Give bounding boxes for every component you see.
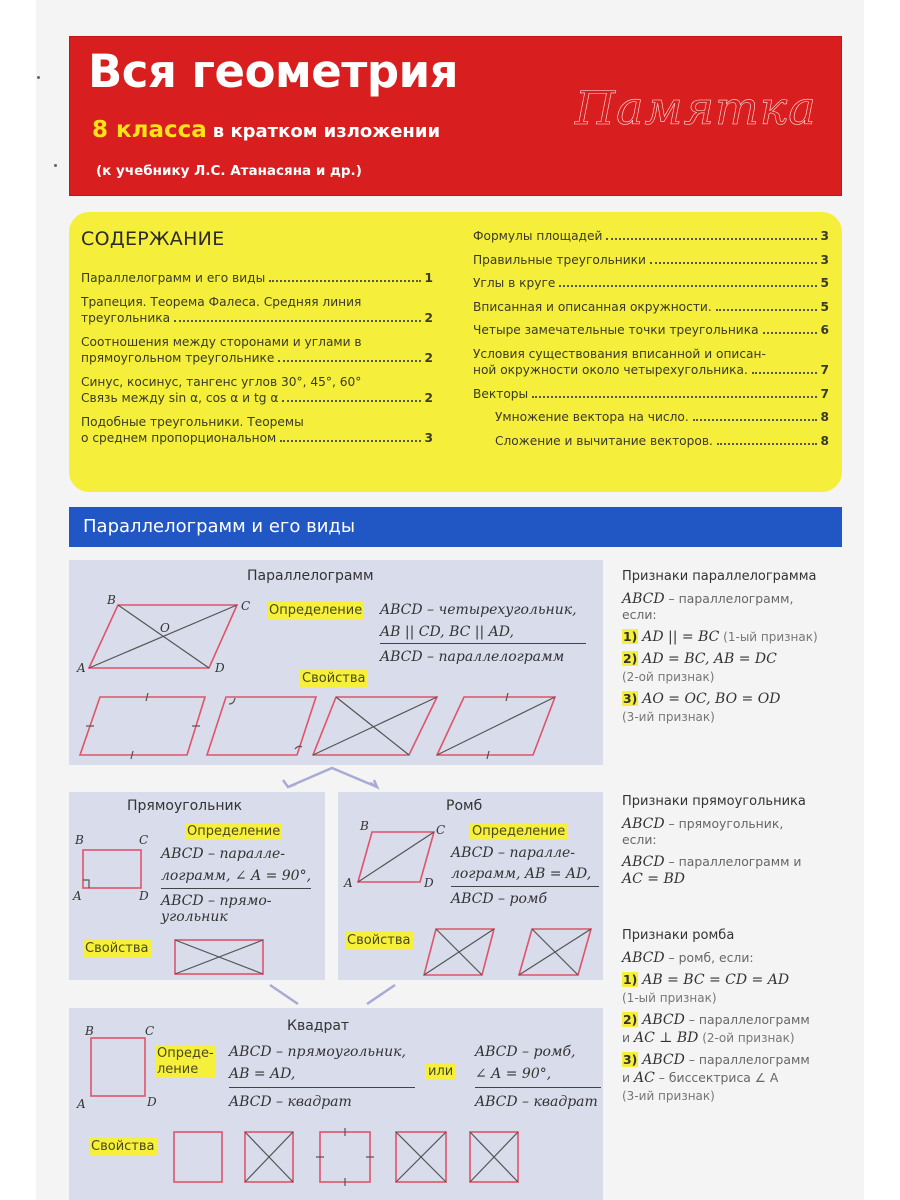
signs-heading: Признаки параллелограмма (622, 569, 817, 584)
sign-note: (2-ой признак) (622, 670, 715, 684)
definition-rule (229, 1087, 415, 1088)
contents-entry-text: ной окружности около четырехугольника. (473, 363, 748, 377)
vertex-label-d: D (215, 661, 225, 675)
svg-text:C: C (145, 1024, 155, 1038)
definition-conclusion: ABCD – прямо- (161, 893, 272, 909)
definition-tag: Определение (187, 824, 281, 839)
page-number: 7 (820, 386, 829, 401)
page-number: 3 (820, 229, 829, 243)
math-text: ABCD (642, 1012, 685, 1028)
sign-note: (3-ий признак) (622, 710, 715, 724)
page-number: 6 (820, 323, 829, 337)
math-text: ABCD (642, 1052, 685, 1068)
page-number: 3 (424, 431, 433, 445)
contents-entry-text: Параллелограмм и его виды (81, 271, 266, 285)
definition-rule (161, 888, 311, 889)
definition-line: ∠ A = 90°, (475, 1066, 552, 1082)
definition-conclusion: ABCD – ромб (451, 891, 548, 907)
svg-text:A: A (77, 1097, 86, 1111)
textbook-reference: (к учебнику Л.С. Атанасяна и др.) (96, 163, 362, 179)
contents-entry-text: Синус, косинус, тангенс углов 30°, 45°, 60° (81, 374, 362, 389)
svg-text:A: A (344, 876, 353, 890)
definition-conclusion: ABCD – квадрат (229, 1094, 352, 1110)
signs-intro: – ромб, если: (664, 950, 754, 965)
main-title: Вся геометрия (88, 45, 459, 98)
sign-text: и (622, 1070, 634, 1085)
definition-rule (451, 886, 599, 887)
contents-entry-text: Условия существования вписанной и описан- (473, 346, 766, 361)
parallelogram-signs (622, 566, 847, 728)
sign-number: 3) (623, 691, 638, 706)
page-number: 5 (820, 299, 829, 314)
svg-text:D: D (139, 889, 149, 903)
definition-line: ABCD – ромб, (475, 1044, 576, 1060)
properties-tag: Свойства (347, 933, 411, 948)
math-text: AC = BD (622, 871, 685, 887)
grade-label: 8 класса (92, 117, 207, 143)
math-text: AC ⊥ BD (634, 1030, 699, 1046)
contents-entry-text: Умножение вектора на число. (495, 410, 689, 424)
definition-line: AB || CD, BC || AD, (380, 624, 514, 640)
definition-line: AB = AD, (229, 1066, 296, 1082)
sign-note: (3-ий признак) (622, 1089, 715, 1103)
sign-text: и (622, 1030, 634, 1045)
math-text: AD = BC, AB = DC (642, 651, 777, 667)
contents-entry-text: Трапеция. Теорема Фалеса. Средняя линия (81, 294, 362, 309)
contents-entry-text: треугольника (81, 311, 171, 325)
signs-intro: если: (622, 832, 657, 847)
signs-intro: – параллелограмм, (664, 591, 794, 606)
property-equal-diagonals (175, 940, 263, 974)
sign-number: 1) (623, 972, 638, 987)
page-number: 8 (820, 433, 829, 448)
page-number: 2 (424, 391, 433, 405)
definition-line: ABCD – паралле- (161, 846, 286, 862)
signs-intro: если: (622, 607, 657, 622)
properties-tag: Свойства (302, 671, 366, 686)
sign-number: 3) (623, 1052, 638, 1067)
section-title: Параллелограмм и его виды (83, 516, 356, 537)
definition-conclusion: ABCD – квадрат (475, 1094, 598, 1110)
sign-number: 2) (623, 651, 638, 666)
memo-badge: Памятка (575, 81, 817, 135)
contents-entry-text: Сложение и вычитание векторов. (495, 433, 713, 448)
signs-heading: Признаки ромба (622, 928, 735, 943)
rectangle-title: Прямоугольник (127, 798, 243, 814)
contents-entry-text: о среднем пропорциональном (81, 431, 277, 445)
page-number: 1 (424, 271, 433, 285)
subtitle-text: в кратком изложении (212, 121, 441, 142)
definition-line: ABCD – паралле- (451, 845, 576, 861)
definition-tag: Определение (269, 603, 363, 618)
svg-text:B: B (85, 1024, 94, 1038)
vertex-label-b: B (107, 593, 116, 607)
definition-line: лограмм, AB = AD, (451, 866, 592, 882)
contents-heading: СОДЕРЖАНИЕ (81, 228, 225, 250)
signs-intro: – прямоугольник, (664, 816, 784, 831)
rhombus-signs (622, 925, 847, 1107)
property-diagonal-bisectors (470, 1132, 518, 1182)
sign-text: – параллелограмм и (664, 854, 802, 869)
page-number: 8 (820, 410, 829, 424)
math-text: AO = OC, BO = OD (642, 691, 781, 707)
sign-number: 1) (623, 629, 638, 644)
page-number: 3 (820, 252, 829, 267)
properties-tag: Свойства (91, 1139, 155, 1154)
contents-entry-text: Векторы (473, 386, 529, 401)
sign-note: (1-ый признак) (622, 991, 717, 1005)
svg-text:C: C (436, 823, 446, 837)
split-arrow (288, 768, 377, 787)
contents-entry-text: Соотношения между сторонами и углами в (81, 334, 362, 349)
sign-item (622, 626, 847, 648)
or-tag: или (428, 1064, 454, 1079)
property-perpendicular-diagonals (396, 1132, 446, 1182)
parallelogram-title: Параллелограмм (247, 568, 374, 584)
sign-text: – параллелограмм (684, 1012, 810, 1027)
contents-entry-text: Подобные треугольники. Теоремы (81, 414, 304, 429)
math-text: ABCD (622, 950, 665, 966)
svg-text:D: D (424, 876, 434, 890)
definition-line: ABCD – четырехугольник, (380, 602, 577, 618)
contents-entry-text: Четыре замечательные точки треугольника (473, 323, 759, 337)
math-text: AB = BC = CD = AD (642, 972, 790, 988)
math-text: ABCD (622, 591, 665, 607)
contents-entry-text: Правильные треугольники (473, 252, 646, 267)
svg-text:A: A (73, 889, 82, 903)
definition-rule (475, 1087, 601, 1088)
vertex-label-o: O (160, 621, 170, 635)
rectangle-panel (69, 792, 325, 980)
sign-note: (1-ый признак) (719, 630, 818, 644)
svg-text:B: B (75, 833, 84, 847)
rhombus-panel (338, 792, 603, 980)
arrow-head (370, 780, 377, 787)
sign-number: 2) (623, 1012, 638, 1027)
contents-entry-text: прямоугольном треугольнике (81, 351, 275, 365)
definition-tag-line: ление (157, 1062, 199, 1077)
svg-text:B: B (360, 819, 369, 833)
property-perpendicular-diagonals (424, 929, 494, 975)
page-number: 2 (424, 351, 433, 365)
vertex-label-c: C (241, 599, 251, 613)
svg-text:D: D (147, 1095, 157, 1109)
definition-conclusion: угольник (161, 909, 228, 925)
contents-entry-text: Формулы площадей (473, 229, 603, 243)
definition-tag: Определение (472, 824, 566, 839)
definition-line: лограмм, ∠ A = 90°, (161, 868, 312, 884)
rectangle-signs (622, 791, 847, 890)
math-text: ABCD (622, 816, 665, 832)
signs-heading: Признаки прямоугольника (622, 794, 806, 809)
property-equal-sides (316, 1128, 374, 1186)
property-diagonal-bisectors (519, 929, 591, 975)
vertex-label-a: A (77, 661, 86, 675)
definition-conclusion: ABCD – параллелограмм (380, 649, 565, 665)
contents-entry-text: Связь между sin α, cos α и tg α (81, 391, 279, 405)
page-number: 2 (424, 311, 433, 325)
sign-text: – биссектриса ∠ A (654, 1070, 779, 1085)
svg-text:C: C (139, 833, 149, 847)
square-title: Квадрат (287, 1018, 350, 1034)
sign-text: – параллелограмм (684, 1052, 810, 1067)
math-text: ABCD (622, 854, 665, 870)
property-equal-diagonals (245, 1132, 293, 1182)
math-text: AD || = BC (642, 629, 720, 645)
definition-tag (155, 1046, 216, 1078)
properties-tag: Свойства (85, 941, 149, 956)
definition-tag-line: Опреде- (157, 1046, 214, 1061)
contents-entry-text: Углы в круге (473, 276, 556, 290)
rhombus-title: Ромб (446, 798, 483, 814)
contents-entry-text: Вписанная и описанная окружности. (473, 299, 712, 314)
merge-arrow-left (270, 985, 298, 1004)
math-text: AC (634, 1070, 655, 1086)
definition-line: ABCD – прямоугольник, (229, 1044, 406, 1060)
sign-note: (2-ой признак) (698, 1031, 795, 1045)
page-number: 5 (820, 276, 829, 290)
merge-arrow-right (367, 985, 395, 1004)
property-right-angles (174, 1132, 222, 1182)
square-panel (69, 1008, 603, 1200)
arrow-head (283, 780, 296, 787)
page-number: 7 (820, 363, 829, 377)
